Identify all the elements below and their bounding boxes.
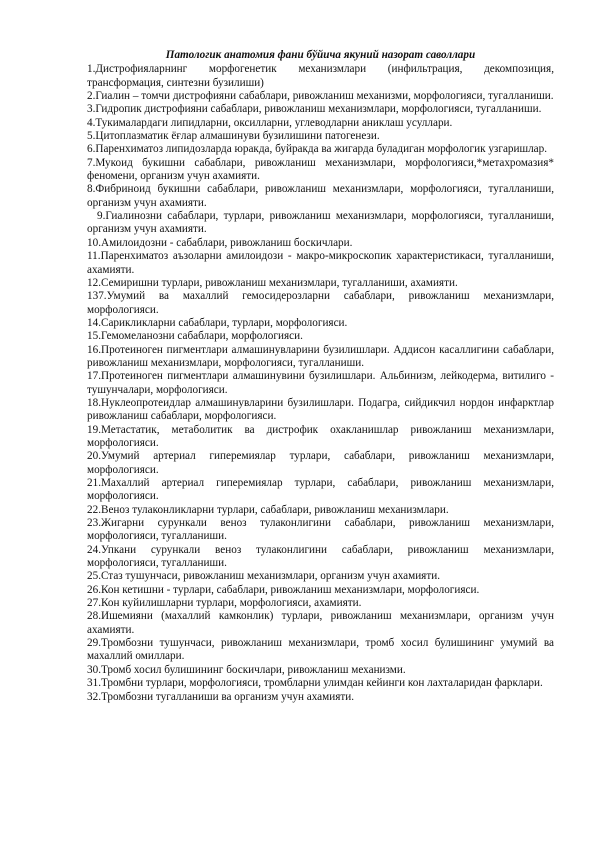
question-9: 9.Гиалинозни сабаблари, турлари, ривожланиш механизмлари, морфологияси, тугалланиши, организм учун ахамияти.	[87, 210, 554, 236]
question-16: 16.Протеиноген пигментлари алмашинувларини бузилишлари. Аддисон касаллигини сабаблари, ривожланиш механизмлари, морфологияси, тугалланиши.	[87, 343, 554, 369]
document-title: Патологик анатомия фани бўйича якуний назорат саволлари	[165, 49, 476, 61]
question-8: 8.Фибриноид букишни сабаблари, ривожланиш механизмлари, морфологияси, тугалланиши, организм учун ахамияти.	[87, 183, 554, 209]
question-29: 29.Тромбозни тушунчаси, ривожланиш механизмлари, тромб хосил булишининг умумий ва махаллий омиллари.	[87, 637, 554, 663]
question-5: 5.Цитоплазматик ёғлар алмашинуви бузилишини патогенези.	[87, 130, 380, 143]
question-7: 7.Мукоид букишни сабаблари, ривожланиш механизмлари, морфологияси,*метахромазия* феномени, организм учун ахамияти.	[87, 156, 554, 183]
question-25: 25.Стаз тушунчаси, ривожланиш механизмлари, организм учун ахамияти.	[87, 570, 441, 583]
question-3: 3.Гидропик дистрофияни сабаблари, ривожланиш механизмлари, морфологияси, тугалланиши.	[87, 103, 542, 116]
question-21: 21.Махаллий артериал гиперемиялар турлари, сабаблари, ривожланиш механизмлари, морфологияси.	[87, 477, 554, 503]
question-1: 1.Дистрофияларнинг морфогенетик механизмлари (инфильтрация, декомпозиция, трансформация, синтезни бузилиши)	[87, 63, 554, 89]
question-19: 19.Метастатик, метаболитик ва дистрофик охакланишлар ривожланиш механизмлари, морфологияси.	[87, 423, 554, 449]
question-30: 30.Тромб хосил булишининг боскичлари, ривожланиш механизми.	[87, 663, 406, 676]
document-page	[87, 49, 554, 704]
question-13: 137.Умумий ва махаллий гемосидерозларни сабаблари, ривожланиш механизмлари, морфологияси.	[87, 290, 554, 316]
question-10: 10.Амилоидозни - сабаблари, ривожланиш боскичлари.	[87, 236, 353, 249]
question-28: 28.Ишемияни (махаллий камконлик) турлари, ривожланиш механизмлари, организм учун ахамияти.	[87, 610, 554, 636]
question-14: 14.Сарикликларни сабаблари, турлари, морфологияси.	[87, 316, 348, 329]
question-6: 6.Паренхиматоз липидозларда юракда, буйракда ва жигарда буладиган морфологик узгаришлар.	[87, 143, 548, 156]
question-26: 26.Кон кетишни - турлари, сабаблари, ривожланиш механизмлари, морфологияси.	[87, 583, 480, 596]
question-12: 12.Семиришни турлари, ривожланиш механизмлари, тугалланиши, ахамияти.	[87, 276, 458, 289]
question-15: 15.Гемомеланозни сабаблари, морфологияси.	[87, 330, 303, 343]
question-18: 18.Нуклеопротеидлар алмашинувларини бузилишлари. Подагра, сийдикчил нордон инфарктлар ривожланиш сабаблари, морфологияси.	[87, 396, 554, 423]
question-23: 23.Жигарни сурункали веноз тулаконлигини сабаблари, ривожланиш механизмлари, морфологияси, тугалланиши.	[87, 517, 554, 543]
question-17: 17.Протеиноген пигментлари алмашинувини бузилишлари. Альбинизм, лейкодерма, витилиго - тушунчалари, морфологияси.	[87, 370, 554, 396]
question-11: 11.Паренхиматоз аъзоларни амилоидози - макро-микроскопик характеристикаси, тугалланиши, ахамияти.	[87, 250, 554, 276]
question-32: 32.Тромбозни тугалланиши ва организм учун ахамияти.	[87, 690, 355, 703]
question-20: 20.Умумий артериал гиперемиялар турлари, сабаблари, ривожланиш механизмлари, морфологияси.	[87, 450, 554, 476]
question-4: 4.Тукималардаги липидларни, оксилларни, углеводларни аниклаш усуллари.	[87, 116, 453, 129]
question-27: 27.Кон куйилишларни турлари, морфологияси, ахамияти.	[87, 597, 362, 610]
question-31: 31.Тромбни турлари, морфологияси, тромбларни улимдан кейинги кон лахталаридан фарклари.	[87, 677, 543, 690]
question-24: 24.Упкани сурункали веноз тулаконлигини сабаблари, ривожланиш механизмлари, морфологияси, тугалланиши.	[87, 543, 554, 570]
question-22: 22.Веноз тулаконликларни турлари, сабаблари, ривожланиш механизмлари.	[87, 503, 449, 516]
question-2: 2.Гиалин – томчи дистрофияни сабаблари, ривожланиш механизми, морфологияси, тугалланиши.	[87, 90, 554, 103]
